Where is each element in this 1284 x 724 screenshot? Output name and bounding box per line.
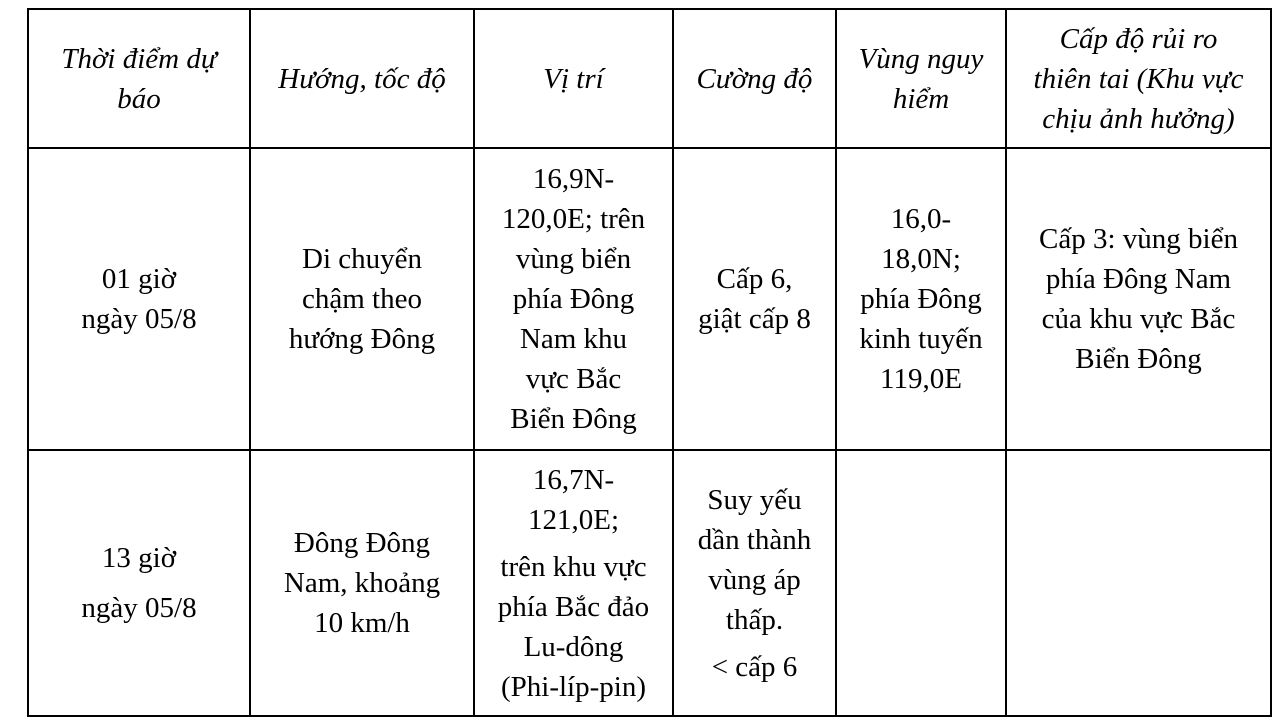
header-forecast-time: Thời điểm dự báo (28, 9, 250, 148)
cell-time: 01 giờ ngày 05/8 (28, 148, 250, 450)
header-risk-level: Cấp độ rủi ro thiên tai (Khu vực chịu ảnh hưởng) (1006, 9, 1271, 148)
cell-risk-level: Cấp 3: vùng biển phía Đông Nam của khu vực Bắc Biển Đông (1006, 148, 1271, 450)
forecast-table (27, 8, 1272, 717)
header-position: Vị trí (474, 9, 673, 148)
cell-risk-level (1006, 450, 1271, 716)
header-intensity: Cường độ (673, 9, 836, 148)
cell-direction: Di chuyển chậm theo hướng Đông (250, 148, 474, 450)
cell-intensity: Suy yếu dần thành vùng áp thấp. < cấp 6 (673, 450, 836, 716)
table-row (28, 450, 1271, 716)
cell-danger-zone (836, 450, 1006, 716)
cell-time: 13 giờ ngày 05/8 (28, 450, 250, 716)
header-row (28, 9, 1271, 148)
header-direction-speed: Hướng, tốc độ (250, 9, 474, 148)
cell-danger-zone: 16,0- 18,0N; phía Đông kinh tuyến 119,0E (836, 148, 1006, 450)
header-danger-zone: Vùng nguy hiểm (836, 9, 1006, 148)
table-row (28, 148, 1271, 450)
cell-position: 16,9N- 120,0E; trên vùng biển phía Đông Nam khu vực Bắc Biển Đông (474, 148, 673, 450)
cell-position: 16,7N- 121,0E; trên khu vực phía Bắc đảo Lu-dông (Phi-líp-pin) (474, 450, 673, 716)
cell-intensity: Cấp 6, giật cấp 8 (673, 148, 836, 450)
cell-direction: Đông Đông Nam, khoảng 10 km/h (250, 450, 474, 716)
